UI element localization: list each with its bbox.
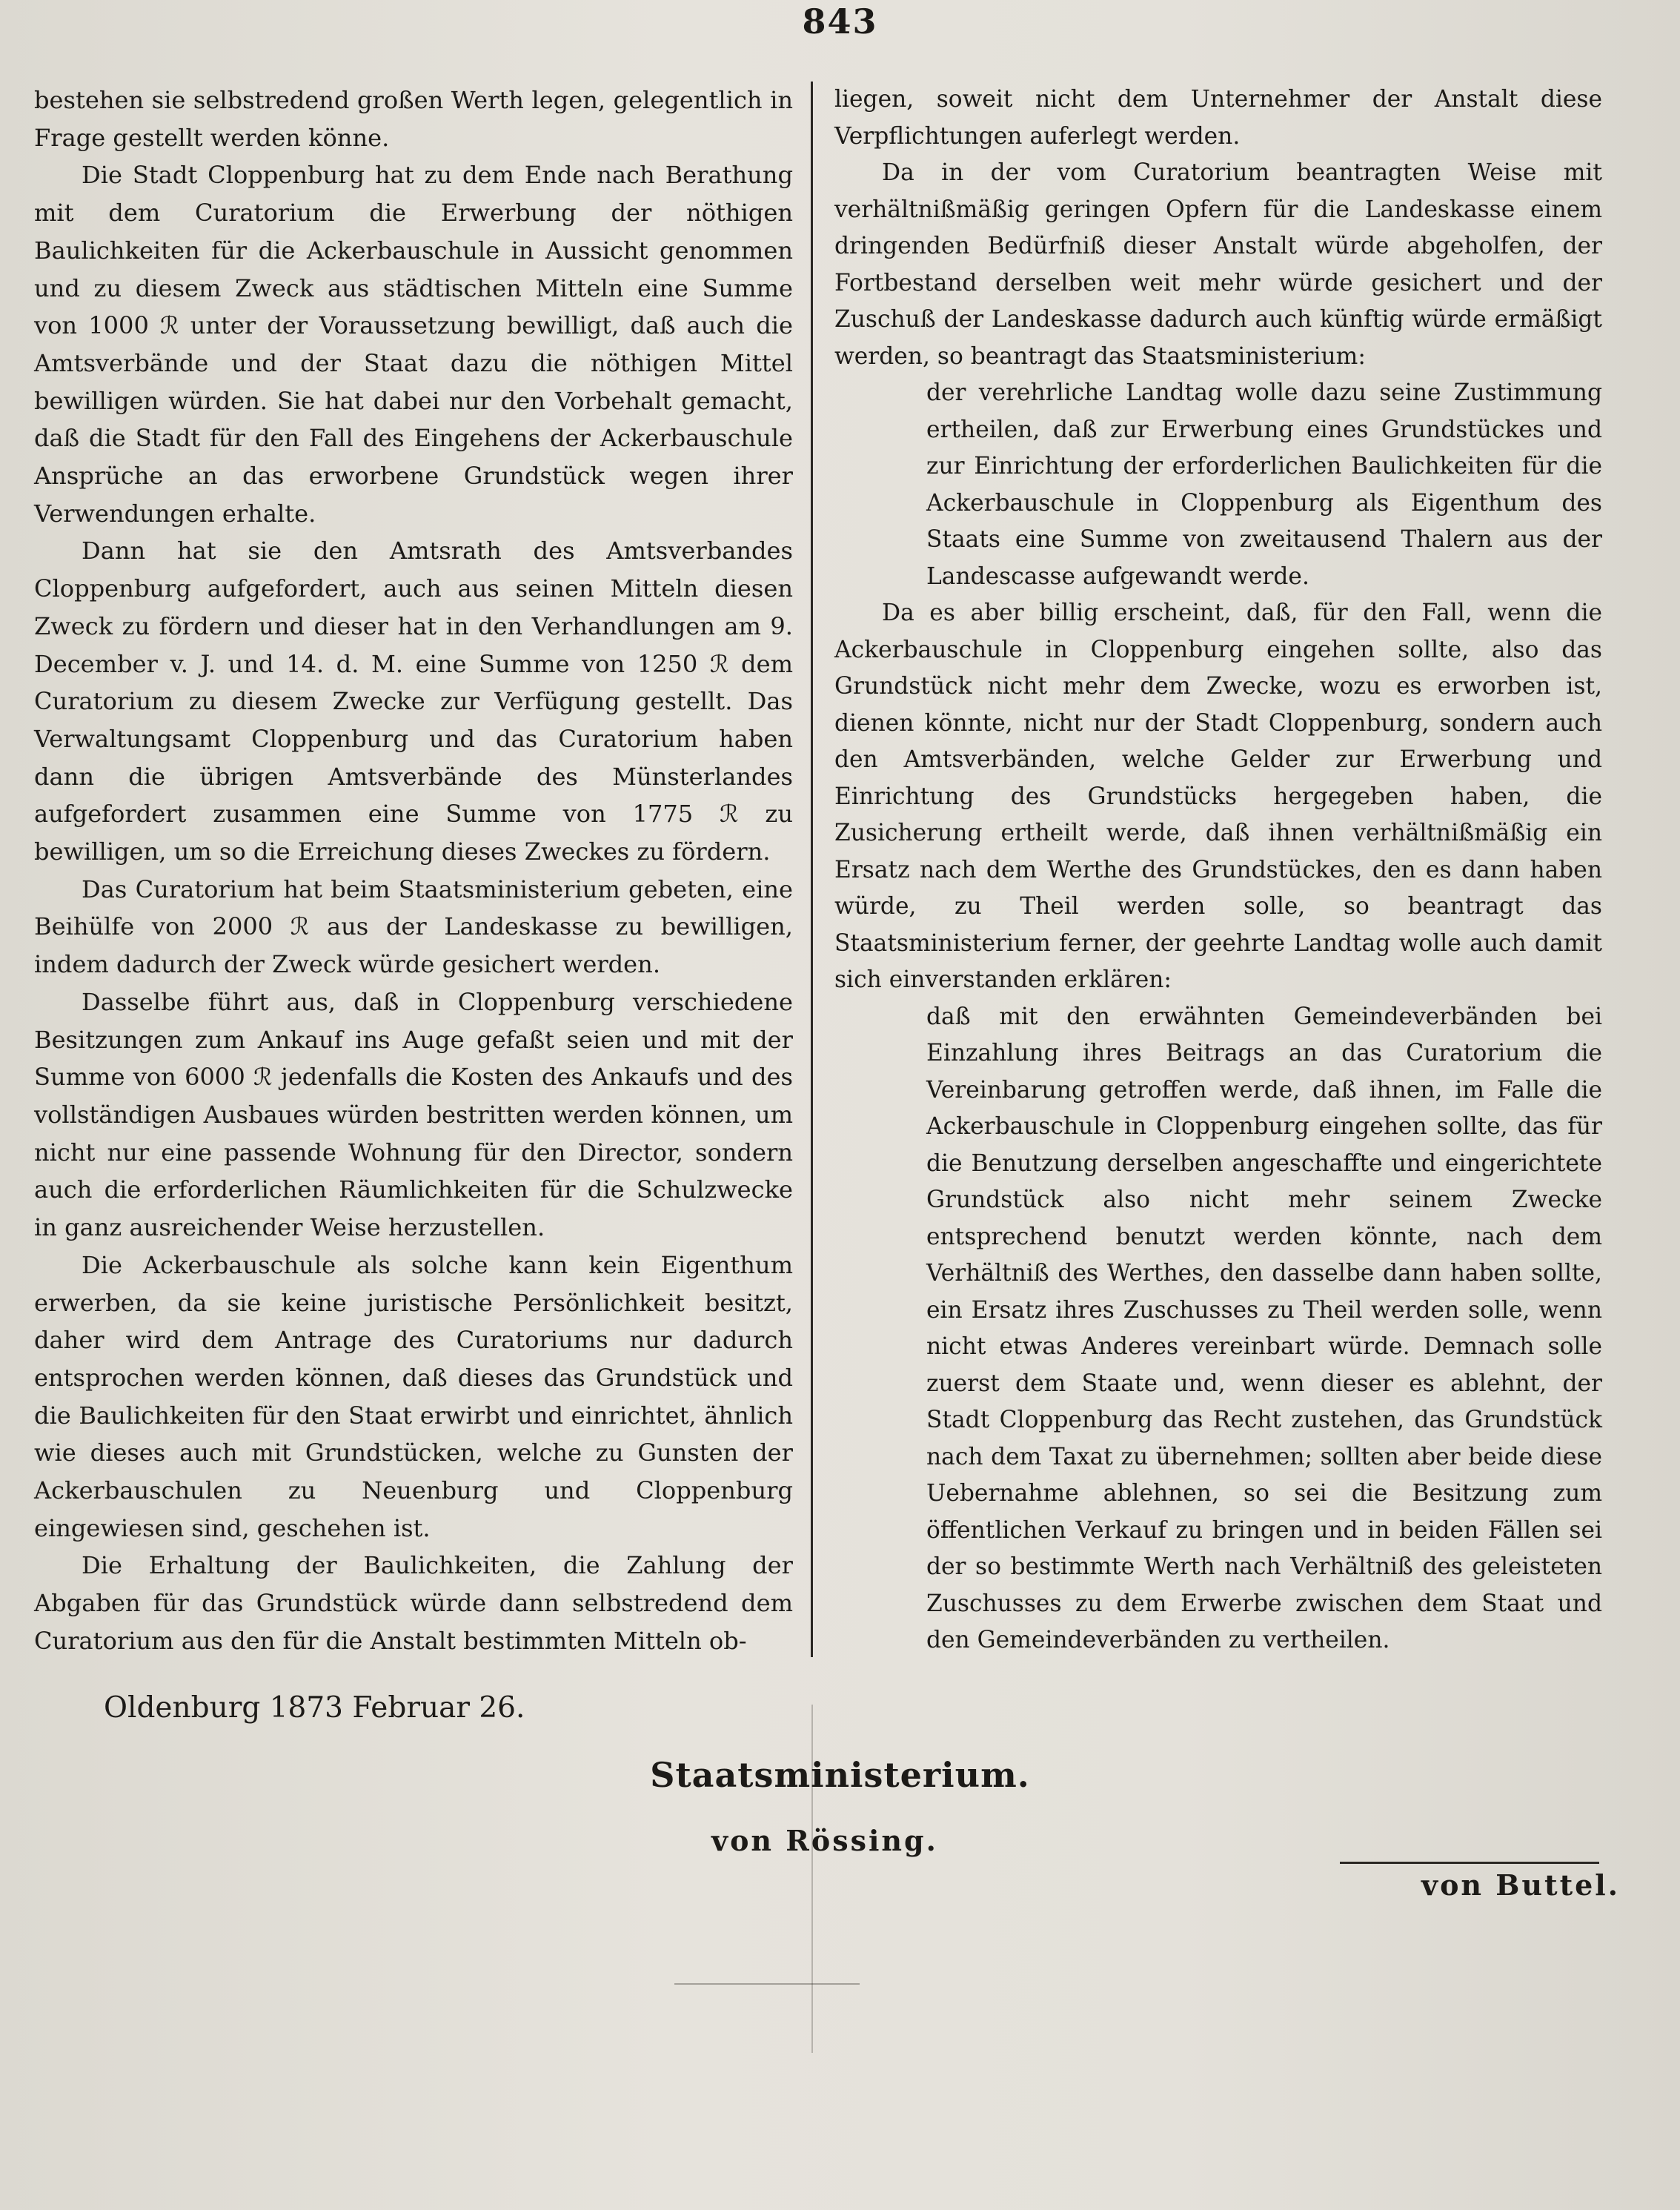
right-paragraph-3: der verehrliche Landtag wolle dazu seine Zustimmung ertheilen, daß zur Erwerbung eines Grundstückes und zur Einrichtung der erforderlichen Baulichkeiten für die Ackerbauschule in Cloppenburg als Eigenthum des Staats eine Summe von zweitausend Thalern aus der Landescasse aufgewandt werde. [926, 379, 1602, 590]
left-paragraph-2: Die Stadt Cloppenburg hat zu dem Ende nach Berathung mit dem Curatorium die Erwerbung der nöthigen Baulichkeiten für die Ackerbauschule in Aussicht genommen und zu diesem Zweck aus städtischen Mitteln eine Summe von 1000 ℛ unter der Voraussetzung bewilligt, daß auch die Amtsverbände und der Staat dazu die nöthigen Mittel bewilligen würden. Sie hat dabei nur den Vorbehalt gemacht, daß die Stadt für den Fall des Eingehens der Ackerbauschule Ansprüche an das erworbene Grundstück wegen ihrer Verwendungen erhalte. [34, 161, 793, 528]
left-paragraph-3: Dann hat sie den Amtsrath des Amtsverbandes Cloppenburg aufgefordert, auch aus seinen Mitteln diesen Zweck zu fördern und dieser hat in den Verhandlungen am 9. December v. J. und 14. d. M. eine Summe von 1250 ℛ dem Curatorium zu diesem Zwecke zur Verfügung gestellt. Das Verwaltungsamt Cloppenburg und das Curatorium haben dann die übrigen Amtsverbände des Münsterlandes aufgefordert zusammen eine Summe von 1775 ℛ zu bewilligen, um so die Erreichung dieses Zweckes zu fördern. [34, 537, 793, 866]
ministry-heading: Staatsministerium. [650, 1755, 1030, 1795]
right-paragraph-2: Da in der vom Curatorium beantragten Weise mit verhältnißmäßig geringen Opfern für die Landeskasse einem dringenden Bedürfniß dieser Anstalt würde abgeholfen, der Fortbestand derselben weit mehr würde gesichert und der Zuschuß der Landeskasse dadurch auch künftig würde ermäßigt werden, so beantragt das Staatsministerium: [834, 159, 1602, 370]
left-paragraph-1: bestehen sie selbstredend großen Werth legen, gelegentlich in Frage gestellt werden könne. [34, 86, 793, 152]
bleed-through-divider [811, 1705, 813, 2053]
right-column [834, 82, 1602, 1659]
date-line: Oldenburg 1873 Februar 26. [104, 1691, 525, 1725]
column-divider [811, 82, 813, 1657]
left-paragraph-4: Das Curatorium hat beim Staatsministerium gebeten, eine Beihülfe von 2000 ℛ aus der Landeskasse zu bewilligen, indem dadurch der Zweck würde gesichert werden. [34, 875, 793, 979]
signature-right: von Buttel. [1421, 1868, 1620, 1902]
right-paragraph-1: liegen, soweit nicht dem Unternehmer der Anstalt diese Verpflichtungen auferlegt werden. [834, 86, 1602, 150]
signature-left: von Rössing. [711, 1824, 938, 1857]
bleed-through-rule [674, 1983, 860, 1985]
right-paragraph-4: Da es aber billig erscheint, daß, für den Fall, wenn die Ackerbauschule in Cloppenburg eingehen sollte, also das Grundstück nicht mehr dem Zwecke, wozu es erworben ist, dienen könnte, nicht nur der Stadt Cloppenburg, sondern auch den Amtsverbänden, welche Gelder zur Erwerbung und Einrichtung des Grundstücks hergegeben haben, die Zusicherung ertheilt werde, daß ihnen verhältnißmäßig ein Ersatz nach dem Werthe des Grundstückes, den es dann haben würde, zu Theil werden solle, so beantragt das Staatsministerium ferner, der geehrte Landtag wolle auch damit sich einverstanden erklären: [834, 600, 1602, 993]
left-column [34, 82, 793, 1660]
left-paragraph-5: Dasselbe führt aus, daß in Cloppenburg verschiedene Besitzungen zum Ankauf ins Auge gefaßt seien und mit der Summe von 6000 ℛ jedenfalls die Kosten des Ankaufs und des vollständigen Ausbaues würden bestritten werden können, um nicht nur eine passende Wohnung für den Director, sondern auch die erforderlichen Räumlichkeiten für die Schulzwecke in ganz ausreichender Weise herzustellen. [34, 987, 793, 1242]
left-paragraph-7: Die Erhaltung der Baulichkeiten, die Zahlung der Abgaben für das Grundstück würde dann selbstredend dem Curatorium aus den für die Anstalt bestimmten Mitteln ob- [34, 1551, 793, 1655]
left-paragraph-6: Die Ackerbauschule als solche kann kein Eigenthum erwerben, da sie keine juristische Persönlichkeit besitzt, daher wird dem Antrage des Curatoriums nur dadurch entsprochen werden können, daß dieses das Grundstück und die Baulichkeiten für den Staat erwirbt und einrichtet, ähnlich wie dieses auch mit Grundstücken, welche zu Gunsten der Ackerbauschulen zu Neuenburg und Cloppenburg eingewiesen sind, geschehen ist. [34, 1250, 793, 1542]
right-paragraph-5: daß mit den erwähnten Gemeindeverbänden bei Einzahlung ihres Beitrags an das Curatorium die Vereinbarung getroffen werde, daß ihnen, im Falle die Ackerbauschule in Cloppenburg eingehen sollte, das für die Benutzung derselben angeschaffte und eingerichtete Grundstück also nicht mehr seinem Zwecke entsprechend benutzt werden könnte, nach dem Verhältniß des Werthes, den dasselbe dann haben sollte, ein Ersatz ihres Zuschusses zu Theil werden solle, wenn nicht etwas Anderes vereinbart würde. Demnach solle zuerst dem Staate und, wenn dieser es ablehnt, der Stadt Cloppenburg das Recht zustehen, das Grundstück nach dem Taxat zu übernehmen; sollten aber beide diese Uebernahme ablehnen, so sei die Besitzung zum öffentlichen Verkauf zu bringen und in beiden Fällen sei der so bestimmte Werth nach Verhältniß des geleisteten Zuschusses zu dem Erwerbe zwischen dem Staat und den Gemeindeverbänden zu vertheilen. [926, 1003, 1602, 1653]
signature-rule [1340, 1862, 1599, 1864]
page-number: 843 [802, 1, 878, 42]
